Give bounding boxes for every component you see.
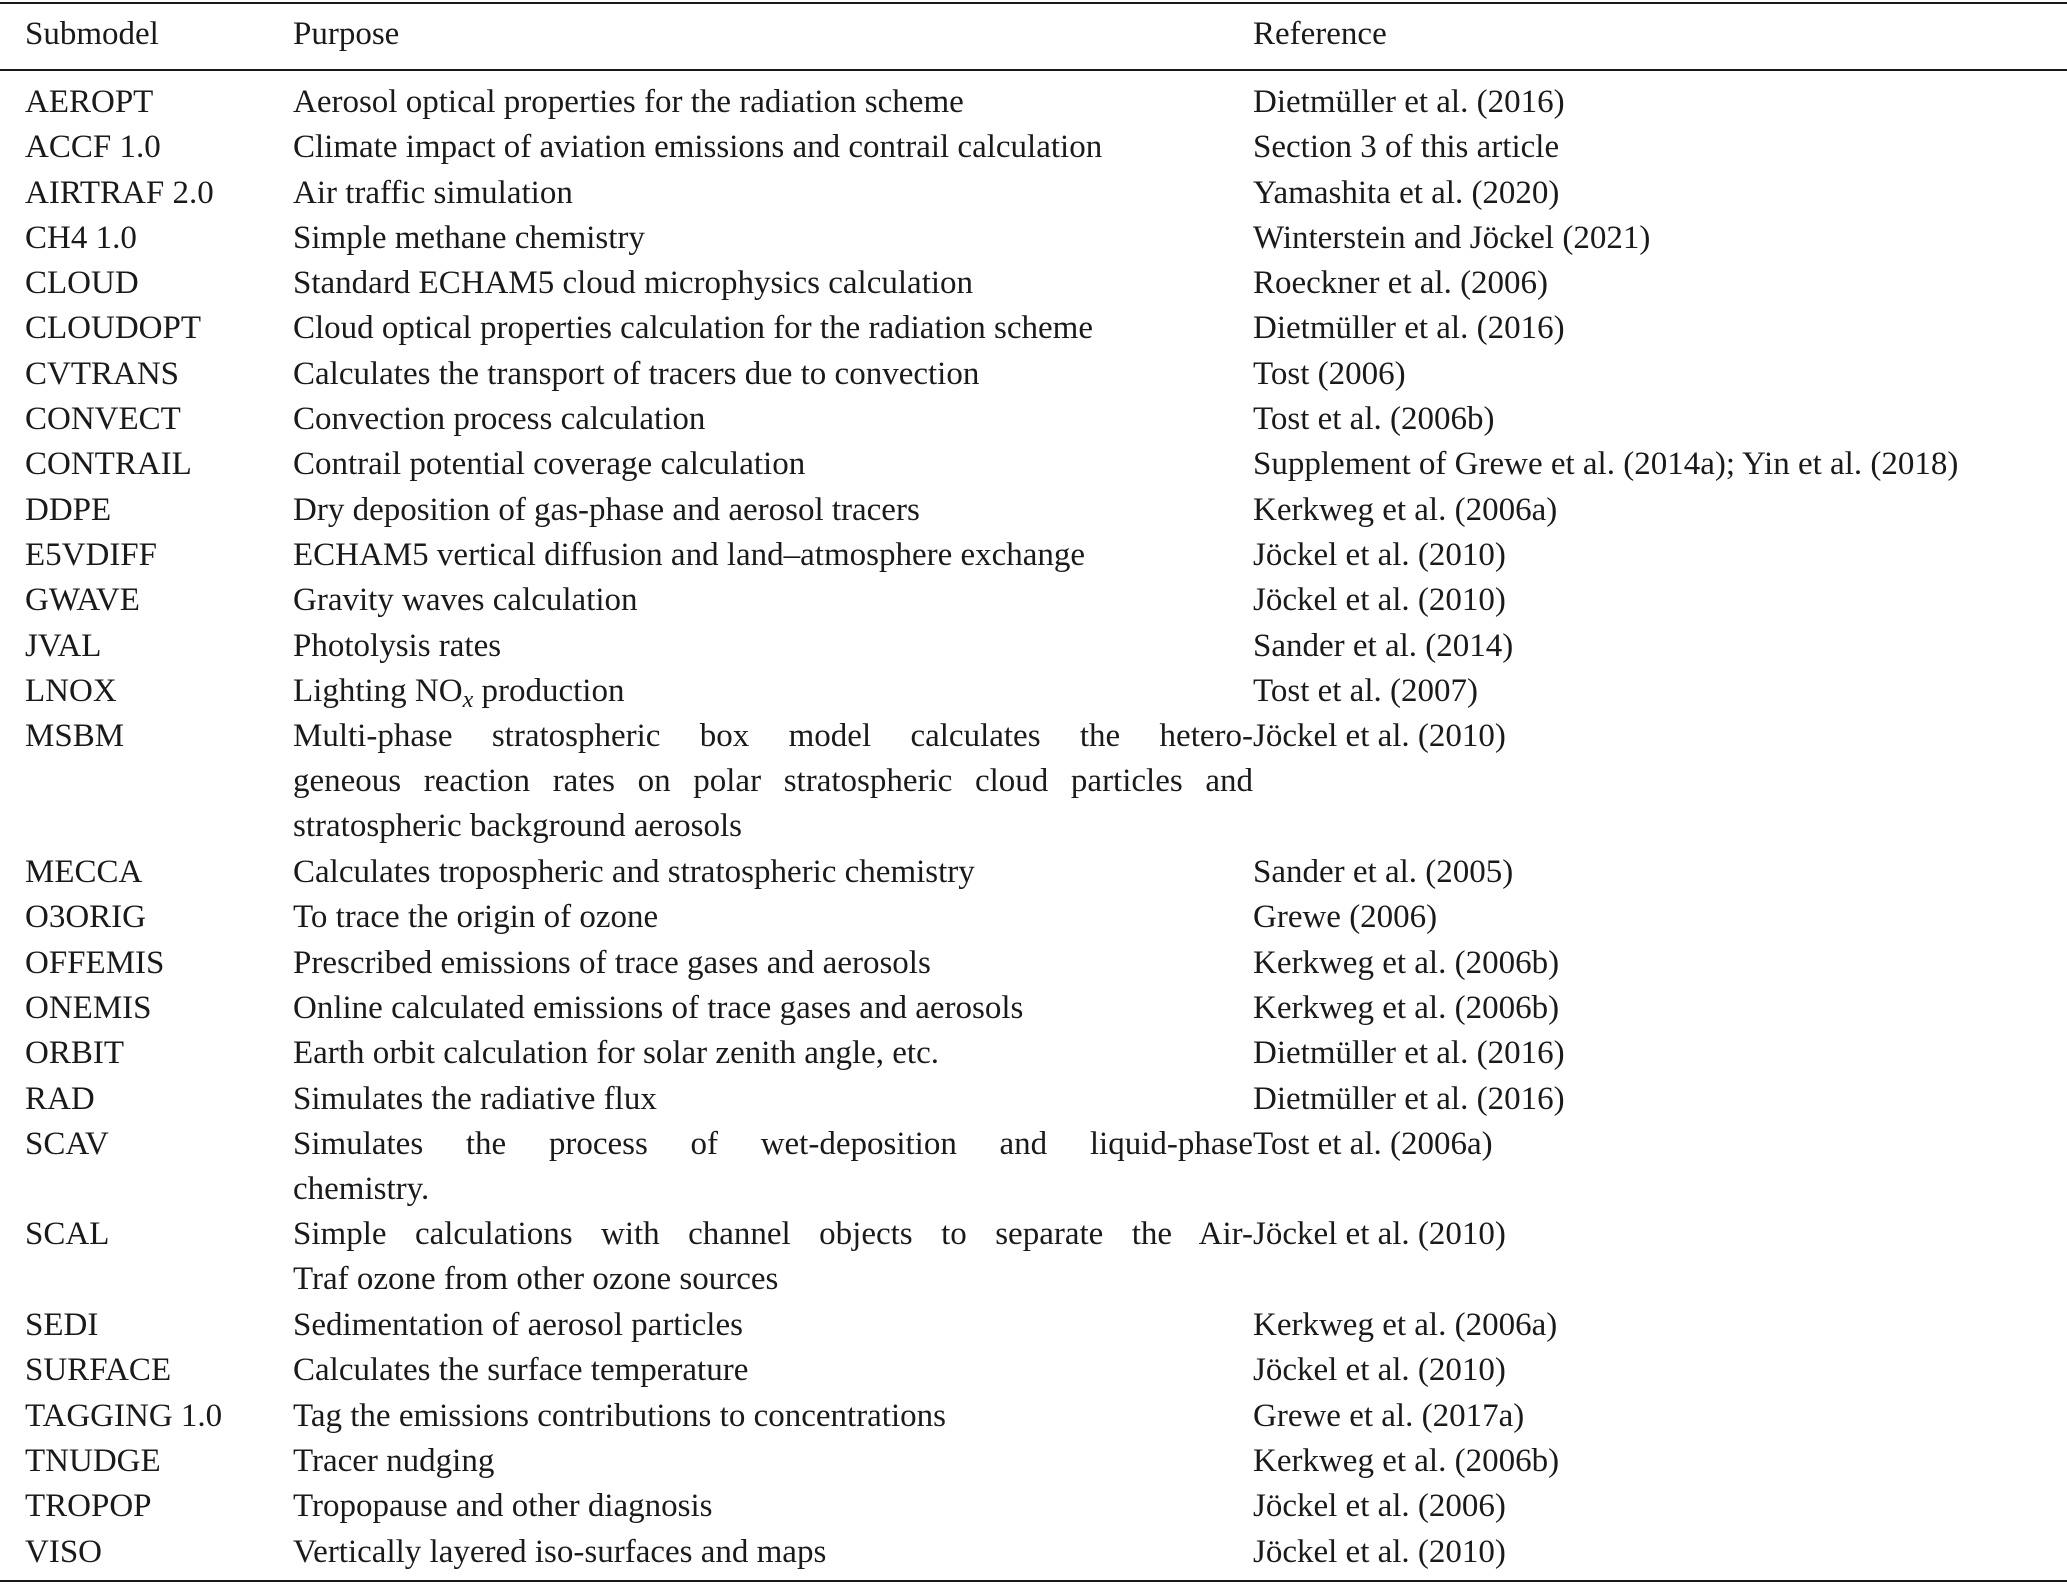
submodel-cell: MECCA [25, 854, 143, 891]
purpose-cell: Photolysis rates [293, 627, 502, 664]
reference-cell: Tost (2006) [1253, 355, 1406, 392]
purpose-line: Traf ozone from other ozone sources [293, 1261, 779, 1298]
table-row [0, 1212, 2067, 1303]
reference-cell: Section 3 of this article [1253, 129, 1560, 166]
reference-cell: Jöckel et al. (2010) [1253, 536, 1506, 573]
table-row [0, 986, 2067, 1031]
reference-cell: Winterstein and Jöckel (2021) [1253, 219, 1651, 256]
purpose-cell: Sedimentation of aerosol particles [293, 1307, 743, 1344]
table-row [0, 1077, 2067, 1122]
reference-cell: Jöckel et al. (2010) [1253, 1533, 1506, 1570]
reference-cell: Kerkweg et al. (2006b) [1253, 989, 1560, 1026]
submodel-cell: AIRTRAF 2.0 [25, 174, 214, 211]
submodel-cell: CLOUD [25, 265, 139, 302]
purpose-line: Simple calculations with channel objects to separate the Air- [293, 1216, 1253, 1253]
table-row [0, 1530, 2067, 1575]
reference-cell: Jöckel et al. (2010) [1253, 718, 1506, 755]
table-row [0, 1122, 2067, 1213]
reference-cell: Grewe (2006) [1253, 899, 1438, 936]
purpose-cell: Standard ECHAM5 cloud microphysics calculation [293, 265, 974, 302]
table-row [0, 397, 2067, 442]
table-bottom-rule [0, 1580, 2067, 1582]
reference-cell: Dietmüller et al. (2016) [1253, 1035, 1565, 1072]
table-body [0, 80, 2067, 1575]
purpose-cell: Prescribed emissions of trace gases and aerosols [293, 944, 931, 981]
header-reference: Reference [1253, 16, 1387, 52]
reference-cell: Kerkweg et al. (2006a) [1253, 1307, 1558, 1344]
purpose-cell: Aerosol optical properties for the radiation scheme [293, 84, 964, 120]
reference-cell: Dietmüller et al. (2016) [1253, 84, 1565, 120]
submodel-cell: MSBM [25, 718, 125, 755]
reference-cell: Grewe et al. (2017a) [1253, 1397, 1525, 1434]
purpose-subscript: x [462, 686, 474, 713]
table-row [0, 714, 2067, 850]
table-row [0, 1348, 2067, 1393]
submodel-cell: TNUDGE [25, 1442, 161, 1479]
purpose-line: Simulates the process of wet-deposition and liquid-phase [293, 1125, 1253, 1162]
purpose-cell: Contrail potential coverage calculation [293, 446, 806, 483]
table-row [0, 1303, 2067, 1348]
table-row [0, 261, 2067, 306]
table-row [0, 1484, 2067, 1529]
table-row [0, 352, 2067, 397]
purpose-line: stratospheric background aerosols [293, 808, 743, 845]
purpose-cell: ECHAM5 vertical diffusion and land–atmosphere exchange [293, 536, 1086, 573]
table-row [0, 80, 2067, 125]
submodel-cell: E5VDIFF [25, 536, 158, 573]
reference-cell: Jöckel et al. (2010) [1253, 582, 1506, 619]
submodel-cell: ONEMIS [25, 989, 152, 1026]
table-row [0, 171, 2067, 216]
reference-cell: Jöckel et al. (2010) [1253, 1352, 1506, 1389]
purpose-text-suffix: production [473, 672, 625, 709]
table-row [0, 488, 2067, 533]
reference-cell: Roeckner et al. (2006) [1253, 265, 1549, 302]
purpose-cell: Tropopause and other diagnosis [293, 1488, 713, 1525]
purpose-cell: Gravity waves calculation [293, 582, 638, 619]
reference-cell: Dietmüller et al. (2016) [1253, 310, 1565, 347]
reference-cell: Tost et al. (2006b) [1253, 401, 1495, 438]
submodel-cell: CONTRAIL [25, 446, 192, 483]
purpose-cell: Calculates the transport of tracers due to convection [293, 355, 980, 392]
submodel-cell: SEDI [25, 1307, 99, 1344]
submodel-cell: RAD [25, 1080, 95, 1117]
submodel-cell: CONVECT [25, 401, 181, 438]
table-row [0, 125, 2067, 170]
submodel-cell: SCAV [25, 1125, 109, 1162]
purpose-cell: Vertically layered iso-surfaces and maps [293, 1533, 827, 1570]
purpose-cell: Cloud optical properties calculation for the radiation scheme [293, 310, 1093, 347]
purpose-cell: Calculates the surface temperature [293, 1352, 749, 1389]
submodel-cell: LNOX [25, 672, 117, 709]
submodel-cell: TAGGING 1.0 [25, 1397, 223, 1434]
purpose-line: chemistry. [293, 1170, 430, 1207]
purpose-line: Multi-phase stratospheric box model calculates the hetero- [293, 718, 1253, 755]
table-row [0, 578, 2067, 623]
table-header-rule [0, 69, 2067, 71]
reference-cell: Tost et al. (2006a) [1253, 1125, 1493, 1162]
purpose-cell: Air traffic simulation [293, 174, 573, 211]
reference-cell: Sander et al. (2014) [1253, 627, 1514, 664]
reference-cell: Kerkweg et al. (2006a) [1253, 491, 1558, 528]
submodel-cell: CH4 1.0 [25, 219, 137, 256]
submodel-cell: VISO [25, 1533, 103, 1570]
submodel-cell: GWAVE [25, 582, 140, 619]
submodel-cell: AEROPT [25, 84, 154, 120]
table-top-rule [0, 2, 2067, 4]
submodel-cell: JVAL [25, 627, 102, 664]
table-row [0, 442, 2067, 487]
submodel-cell: ORBIT [25, 1035, 124, 1072]
table-row [0, 1031, 2067, 1076]
reference-cell: Supplement of Grewe et al. (2014a); Yin et al. (2018) [1253, 446, 1959, 483]
purpose-cell [293, 1122, 1253, 1212]
purpose-cell: Convection process calculation [293, 401, 706, 438]
table-row [0, 1394, 2067, 1439]
table-row [0, 533, 2067, 578]
purpose-cell: Online calculated emissions of trace gases and aerosols [293, 989, 1024, 1026]
purpose-cell: Tracer nudging [293, 1442, 495, 1479]
submodel-cell: ACCF 1.0 [25, 129, 161, 166]
purpose-cell: To trace the origin of ozone [293, 899, 659, 936]
purpose-cell: Calculates tropospheric and stratospheric chemistry [293, 854, 975, 891]
submodel-cell: TROPOP [25, 1488, 152, 1525]
reference-cell: Kerkweg et al. (2006b) [1253, 944, 1560, 981]
table-row [0, 669, 2067, 714]
header-submodel: Submodel [25, 16, 159, 52]
table-row [0, 306, 2067, 351]
purpose-cell: Simulates the radiative flux [293, 1080, 657, 1117]
purpose-line: geneous reaction rates on polar stratospheric cloud particles and [293, 763, 1253, 800]
purpose-cell: Dry deposition of gas-phase and aerosol tracers [293, 491, 920, 528]
reference-cell: Jöckel et al. (2010) [1253, 1216, 1506, 1253]
submodel-cell: SURFACE [25, 1352, 172, 1389]
purpose-cell: Earth orbit calculation for solar zenith angle, etc. [293, 1035, 939, 1072]
purpose-cell [293, 1212, 1253, 1302]
submodel-cell: CLOUDOPT [25, 310, 202, 347]
table-row [0, 850, 2067, 895]
reference-cell: Tost et al. (2007) [1253, 672, 1478, 709]
table-header-row [0, 8, 2067, 64]
header-purpose: Purpose [293, 16, 400, 52]
reference-cell: Yamashita et al. (2020) [1253, 174, 1560, 211]
submodel-cell: DDPE [25, 491, 112, 528]
reference-cell: Sander et al. (2005) [1253, 854, 1514, 891]
table-row [0, 216, 2067, 261]
submodel-cell: CVTRANS [25, 355, 180, 392]
reference-cell: Kerkweg et al. (2006b) [1253, 1442, 1560, 1479]
reference-cell: Jöckel et al. (2006) [1253, 1488, 1506, 1525]
table-row [0, 941, 2067, 986]
purpose-text-prefix: Lighting NO [293, 672, 463, 709]
purpose-cell: Simple methane chemistry [293, 219, 645, 256]
purpose-cell [293, 714, 1253, 849]
submodel-cell: OFFEMIS [25, 944, 165, 981]
submodel-cell: SCAL [25, 1216, 110, 1253]
purpose-cell: Climate impact of aviation emissions and contrail calculation [293, 129, 1103, 166]
table-row [0, 1439, 2067, 1484]
reference-cell: Dietmüller et al. (2016) [1253, 1080, 1565, 1117]
submodel-cell: O3ORIG [25, 899, 146, 936]
table-row [0, 895, 2067, 940]
purpose-cell: Tag the emissions contributions to concentrations [293, 1397, 946, 1434]
table-row [0, 624, 2067, 669]
